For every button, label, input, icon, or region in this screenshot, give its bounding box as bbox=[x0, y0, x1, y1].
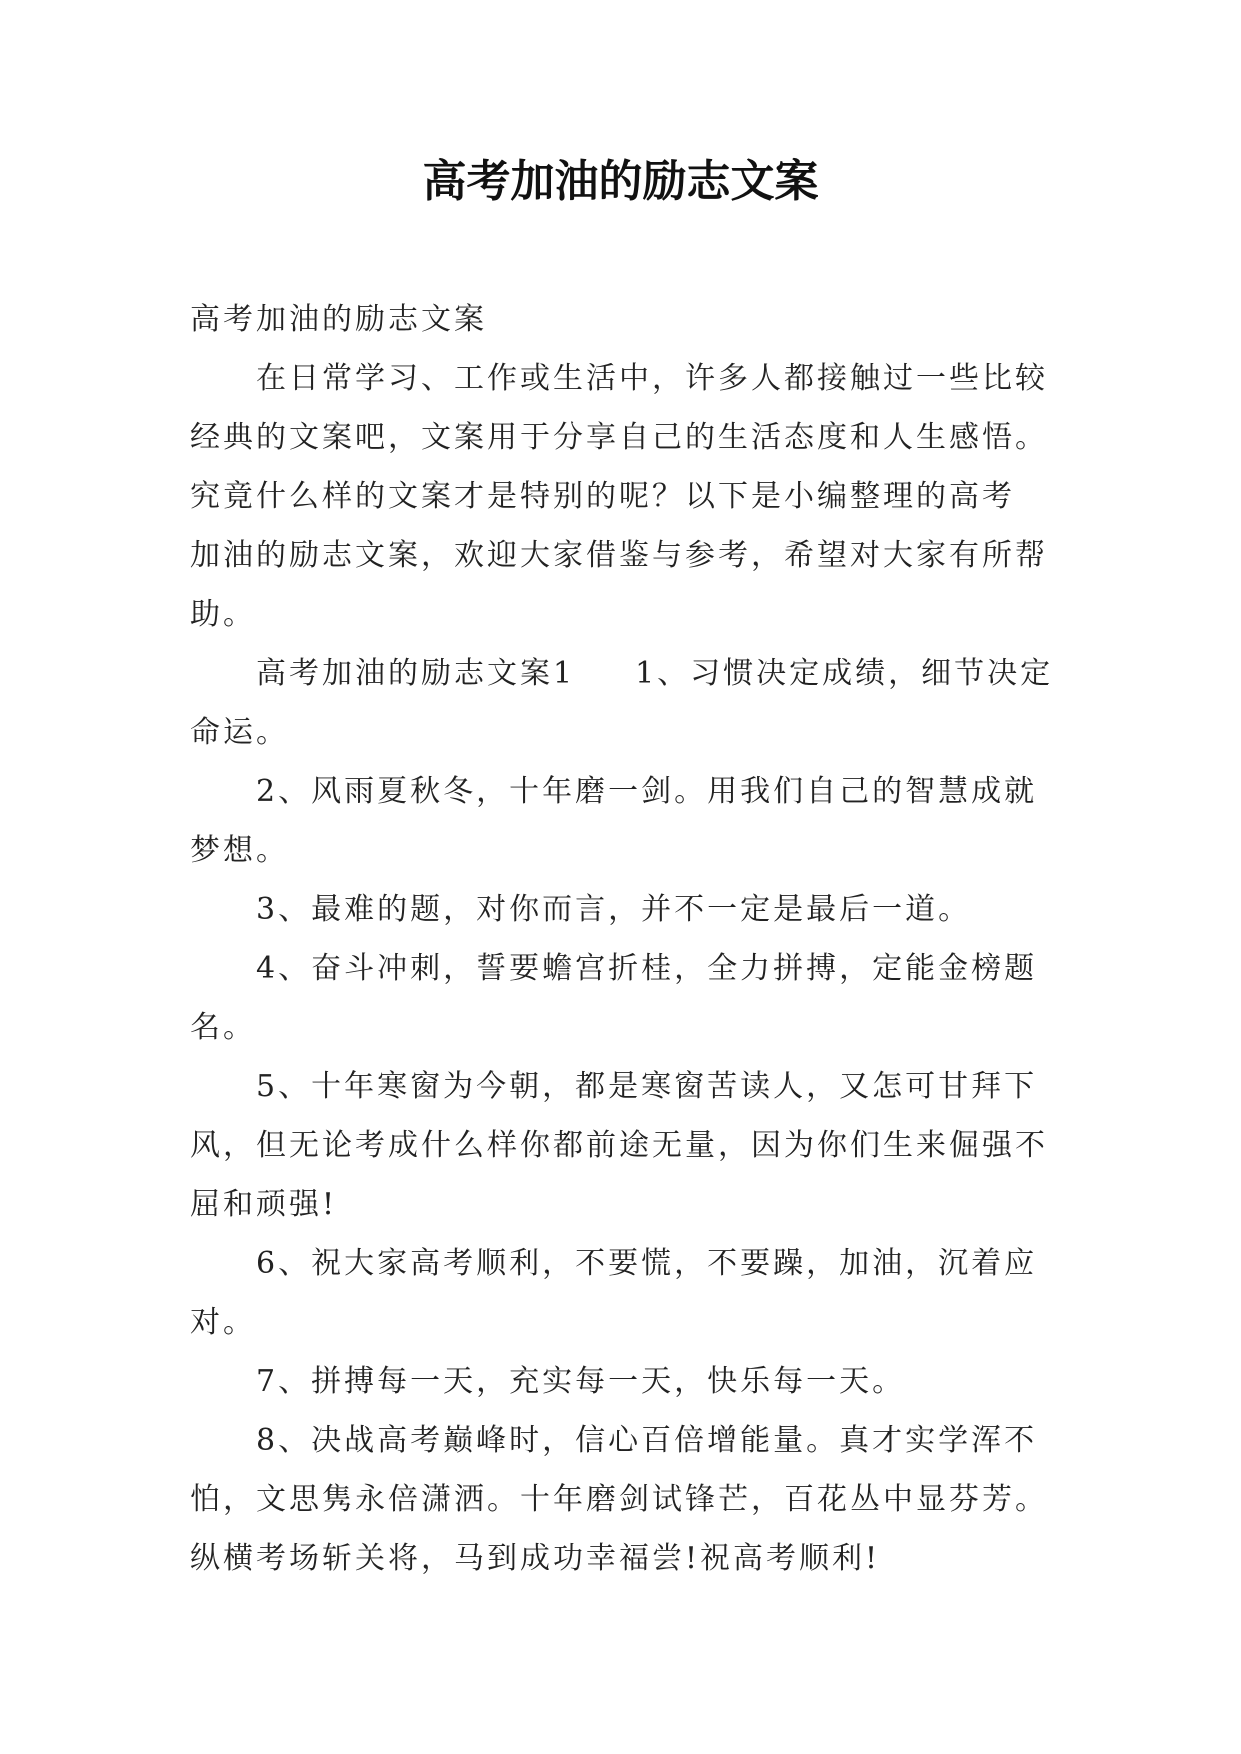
paragraph-line: 助。 bbox=[190, 597, 256, 632]
section-line bbox=[190, 644, 1060, 703]
paragraph-line: 6、祝大家高考顺利，不要慌，不要躁，加油，沉着应 bbox=[256, 1246, 1038, 1281]
document-body bbox=[190, 290, 1060, 1588]
paragraph-line: 加油的励志文案，欢迎大家借鉴与参考，希望对大家有所帮 bbox=[190, 538, 1048, 573]
quote-text: 1、习惯决定成绩，细节决定 bbox=[635, 656, 1054, 691]
paragraph-line: 经典的文案吧，文案用于分享自己的生活态度和人生感悟。 bbox=[190, 420, 1048, 455]
paragraph-line: 对。 bbox=[190, 1305, 256, 1340]
intro-heading: 高考加油的励志文案 bbox=[190, 302, 487, 337]
paragraph-line: 3、最难的题，对你而言，并不一定是最后一道。 bbox=[256, 892, 972, 927]
paragraph-line: 8、决战高考巅峰时，信心百倍增能量。真才实学浑不 bbox=[256, 1423, 1038, 1458]
paragraph-line: 命运。 bbox=[190, 715, 289, 750]
paragraph-line: 怕，文思隽永倍潇洒。十年磨剑试锋芒，百花丛中显芬芳。 bbox=[190, 1482, 1048, 1517]
paragraph-line: 2、风雨夏秋冬，十年磨一剑。用我们自己的智慧成就 bbox=[256, 774, 1038, 809]
paragraph-line: 梦想。 bbox=[190, 833, 289, 868]
paragraph-line: 究竟什么样的文案才是特别的呢？以下是小编整理的高考 bbox=[190, 479, 1015, 514]
paragraph-line: 在日常学习、工作或生活中，许多人都接触过一些比较 bbox=[256, 361, 1048, 396]
paragraph-line: 5、十年寒窗为今朝，都是寒窗苦读人，又怎可甘拜下 bbox=[256, 1069, 1038, 1104]
paragraph-line: 屈和顽强! bbox=[190, 1187, 338, 1222]
paragraph-line: 风，但无论考成什么样你都前途无量，因为你们生来倔强不 bbox=[190, 1128, 1048, 1163]
paragraph-line: 4、奋斗冲刺，誓要蟾宫折桂，全力拼搏，定能金榜题 bbox=[256, 951, 1038, 986]
paragraph-line: 7、拼搏每一天，充实每一天，快乐每一天。 bbox=[256, 1364, 906, 1399]
paragraph-line: 纵横考场斩关将，马到成功幸福尝!祝高考顺利! bbox=[190, 1541, 881, 1576]
document-title: 高考加油的励志文案 bbox=[422, 156, 819, 207]
paragraph-line: 名。 bbox=[190, 1010, 256, 1045]
section-heading: 高考加油的励志文案1 bbox=[256, 656, 576, 691]
